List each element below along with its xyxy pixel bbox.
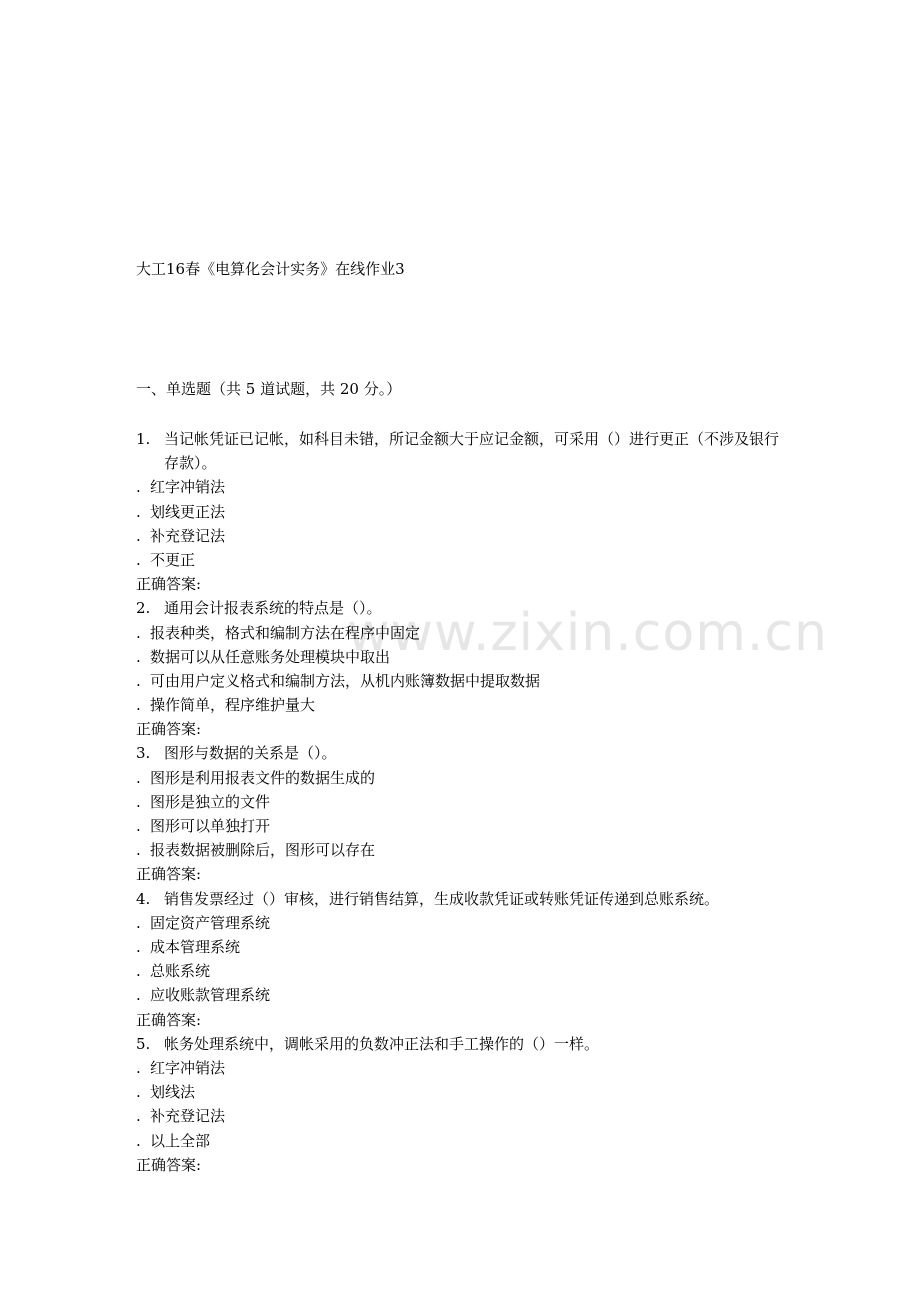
question-number: 2. — [136, 599, 151, 618]
answer-label: 正确答案: — [136, 720, 202, 739]
answer-label: 正确答案: — [136, 865, 202, 884]
option-b: . 成本管理系统 — [136, 938, 241, 957]
question-stem — [136, 887, 786, 911]
question-text: 当记帐凭证已记帐，如科目未错，所记金额大于应记金额，可采用（）进行更正（不涉及银行存款）。 — [164, 430, 780, 473]
option-text: 图形是利用报表文件的数据生成的 — [150, 768, 376, 787]
option-text: 补充登记法 — [150, 526, 226, 545]
answer-label: 正确答案: — [136, 1010, 202, 1029]
watermark-text: www.zixin.com.cn — [347, 603, 828, 663]
option-b: . 数据可以从任意账务处理模块中取出 — [136, 647, 391, 666]
question-text: 通用会计报表系统的特点是（）。 — [164, 599, 382, 618]
answer-label: 正确答案: — [136, 1155, 202, 1174]
question-1 — [136, 427, 786, 596]
option-a: . 红字冲销法 — [136, 1058, 226, 1077]
option-text: 总账系统 — [150, 962, 211, 981]
option-text: 划线法 — [150, 1083, 196, 1102]
question-2 — [136, 596, 786, 741]
section-heading: 一、单选题（共 5 道试题，共 20 分。） — [136, 380, 402, 398]
option-a: . 报表种类，格式和编制方法在程序中固定 — [136, 623, 421, 642]
option-text: 图形是独立的文件 — [150, 792, 271, 811]
question-stem — [136, 427, 786, 475]
option-b: . 划线法 — [136, 1083, 196, 1102]
option-c: . 补充登记法 — [136, 526, 226, 545]
option-text: 红字冲销法 — [150, 1058, 226, 1077]
option-text: 补充登记法 — [150, 1107, 226, 1126]
option-text: 划线更正法 — [150, 502, 226, 521]
option-c: . 可由用户定义格式和编制方法，从机内账簿数据中提取数据 — [136, 671, 541, 690]
option-text: 成本管理系统 — [150, 938, 241, 957]
option-text: 操作简单，程序维护量大 — [150, 696, 316, 715]
question-3 — [136, 741, 786, 886]
question-number: 1. — [136, 430, 151, 448]
option-b: . 划线更正法 — [136, 502, 226, 521]
option-d: . 不更正 — [136, 550, 196, 569]
option-text: 报表数据被删除后，图形可以存在 — [150, 841, 376, 860]
option-d: . 应收账款管理系统 — [136, 986, 271, 1005]
question-text: 帐务处理系统中，调帐采用的负数冲正法和手工操作的（）一样。 — [164, 1034, 600, 1053]
option-text: 红字冲销法 — [150, 478, 226, 497]
option-text: 图形可以单独打开 — [150, 817, 271, 836]
question-stem — [136, 596, 786, 620]
option-d: . 操作简单，程序维护量大 — [136, 696, 316, 715]
option-c: . 图形可以单独打开 — [136, 817, 271, 836]
option-text: 报表种类，格式和编制方法在程序中固定 — [150, 623, 421, 642]
option-text: 应收账款管理系统 — [150, 986, 271, 1005]
question-4 — [136, 887, 786, 1032]
question-text: 销售发票经过（）审核，进行销售结算，生成收款凭证或转账凭证传递到总账系统。 — [164, 889, 720, 908]
question-number: 4. — [136, 889, 151, 908]
document-title: 大工16春《电算化会计实务》在线作业3 — [136, 260, 405, 278]
question-stem — [136, 741, 786, 765]
question-number: 3. — [136, 744, 151, 763]
option-c: . 补充登记法 — [136, 1107, 226, 1126]
option-text: 以上全部 — [150, 1131, 211, 1150]
option-a: . 红字冲销法 — [136, 478, 226, 497]
question-stem — [136, 1032, 786, 1056]
question-text: 图形与数据的关系是（）。 — [164, 744, 337, 763]
option-a: . 图形是利用报表文件的数据生成的 — [136, 768, 376, 787]
option-b: . 图形是独立的文件 — [136, 792, 271, 811]
question-5 — [136, 1032, 786, 1177]
option-d: . 报表数据被删除后，图形可以存在 — [136, 841, 376, 860]
option-text: 可由用户定义格式和编制方法，从机内账簿数据中提取数据 — [150, 671, 541, 690]
option-text: 不更正 — [150, 550, 196, 569]
question-number: 5. — [136, 1034, 151, 1053]
option-d: . 以上全部 — [136, 1131, 211, 1150]
option-text: 数据可以从任意账务处理模块中取出 — [150, 647, 391, 666]
question-list — [136, 427, 786, 1177]
answer-label: 正确答案: — [136, 575, 202, 594]
option-c: . 总账系统 — [136, 962, 211, 981]
option-text: 固定资产管理系统 — [150, 913, 271, 932]
option-a: . 固定资产管理系统 — [136, 913, 271, 932]
